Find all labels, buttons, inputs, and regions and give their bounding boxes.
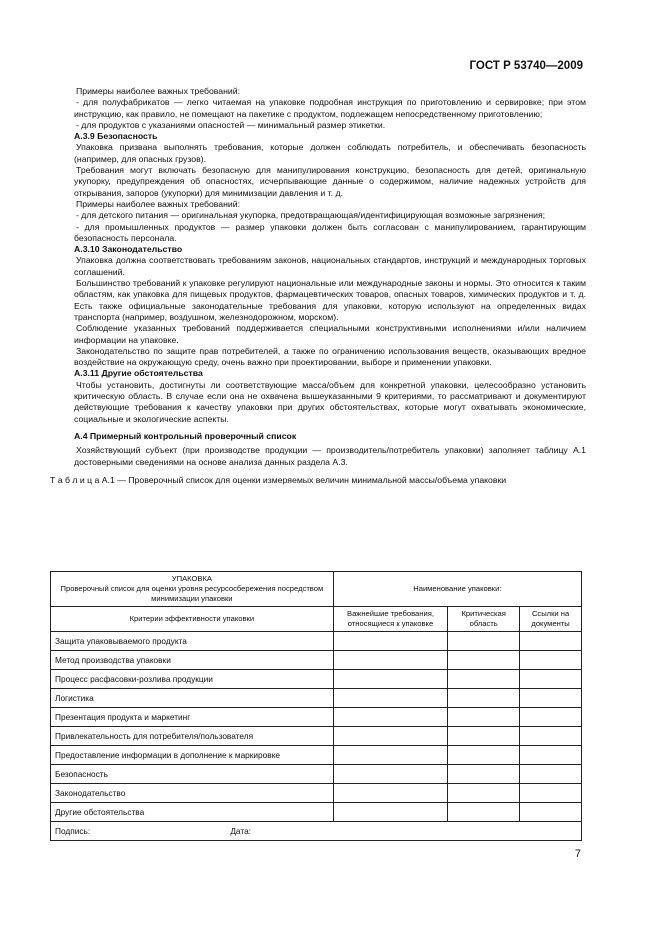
- criterion-label: Привлекательность для потребителя/пользователя: [51, 727, 334, 746]
- table-row: [51, 727, 582, 746]
- document-id: ГОСТ Р 53740—2009: [469, 60, 583, 72]
- column-header: Важнейшие требования, относящиеся к упаковке: [333, 607, 448, 632]
- table-row: [51, 651, 582, 670]
- column-header: Критическая область: [448, 607, 520, 632]
- table-row: [51, 708, 582, 727]
- package-name-cell: Наименование упаковки:: [333, 572, 581, 607]
- section-heading: А.3.10 Законодательство: [74, 244, 183, 255]
- paragraph: - для промышленных продуктов — размер упаковки должен быть согласован с манипулированием, гарантирующим безопасность персонала.: [74, 221, 586, 243]
- paragraph: Упаковка призвана выполнять требования, которые должен соблюдать потребитель, и обеспечивать безопасность (например, для опасных грузов).: [74, 142, 586, 164]
- paragraph: - для полуфабрикатов — легко читаемая на упаковке подробная инструкция по приготовлению и сервировке; при этом инструкцию, как правило, не помещают на пакетике с продуктом, подлежащем непосредственному приготовлению;: [74, 97, 586, 119]
- table-row: [51, 689, 582, 708]
- table-row: [51, 670, 582, 689]
- paragraph: Примеры наиболее важных требований:: [76, 86, 241, 96]
- table-title-cell: УПАКОВКА Проверочный список для оценки уровня ресурсосбережения посредством минимизации упаковки: [51, 572, 334, 607]
- page-number: 7: [574, 848, 581, 860]
- section-heading: А.3.11 Другие обстоятельства: [74, 368, 203, 379]
- paragraph: Требования могут включать безопасную для манипулирования конструкцию, безопасность для детей, оригинальную укупорку, предупреждения об опасностях, исчерпывающие данные о содержимом, наличие надежных устройств для открывания, запоров (укупорки) для минимизации давления и т. д.: [74, 165, 586, 198]
- paragraph: - для детского питания — оригинальная укупорка, предотвращающая/идентифицирующая возможные загрязнения;: [76, 210, 546, 221]
- paragraph: Большинство требований к упаковке регулируют национальные или международные законы и нормы. Это относится к таким областям, как упаковка для пищевых продуктов, фармацевтических товаров, опасных товаров, химических продуктов и т. д. Есть также официальные законодательные требования для упаковки, которую используют на определенных видах транспорта (например, воздушном, железнодорожном, морском).: [74, 278, 586, 322]
- paragraph: Примеры наиболее важных требований:: [76, 198, 241, 209]
- paragraph: Чтобы установить, достигнуты ли соответствующие масса/объем для конкретной упаковки, целесообразно установить критическую область. В случае если она не охвачена вышеуказанными 9 критериями, то рассматривают и документируют действующие требования к качеству упаковки при других обстоятельствах, которые могут охватывать экономические, социальные и экологические аспекты.: [74, 379, 586, 424]
- section-heading: А.3.9 Безопасность: [74, 131, 158, 142]
- criterion-label: Другие обстоятельства: [51, 803, 334, 822]
- table-caption: Т а б л и ц а А.1 — Проверочный список для оценки измеряемых величин минимальной массы/объема упаковки: [50, 474, 507, 485]
- criterion-label: Процесс расфасовки-розлива продукции: [51, 670, 334, 689]
- criterion-label: Законодательство: [51, 784, 334, 803]
- column-header: Ссылки на документы: [520, 607, 582, 632]
- paragraph: Упаковка должна соответствовать требованиям законов, национальных стандартов, инструкций и международных торговых соглашений.: [74, 255, 586, 277]
- table-row: [51, 784, 582, 803]
- criterion-label: Предоставление информации в дополнение к маркировке: [51, 746, 334, 765]
- criteria-header: Критерии эффективности упаковки: [51, 607, 334, 632]
- paragraph: - для продуктов с указаниями опасностей — минимальный размер этикетки.: [76, 119, 386, 130]
- criterion-label: Презентация продукта и маркетинг: [51, 708, 334, 727]
- table-row: [51, 765, 582, 784]
- paragraph: Законодательство по защите прав потребителей, а также по ограничению использования веществ, оказывающих вредное воздействие на окружающую среду, очень важно при проектировании, выборе и применении упаковки.: [74, 345, 586, 368]
- criterion-label: Метод производства упаковки: [51, 651, 334, 670]
- signature-label: Подпись:: [55, 826, 91, 836]
- table-row: [51, 632, 582, 651]
- criterion-label: Защита упаковываемого продукта: [51, 632, 334, 651]
- paragraph: Хозяйствующий субъект (при производстве продукции — производитель/потребитель упаковки) заполняет таблицу А.1 достоверными сведениями на основе анализа данных раздела А.3.: [74, 445, 586, 467]
- criterion-label: Безопасность: [51, 765, 334, 784]
- criterion-label: Логистика: [51, 689, 334, 708]
- body-text: [50, 86, 586, 486]
- paragraph: Соблюдение указанных требований поддерживается специальными конструктивными исполнениями и/или наличием информации на упаковке.: [74, 323, 586, 345]
- section-heading: А.4 Примерный контрольный проверочный список: [74, 430, 297, 441]
- table-row: [51, 803, 582, 822]
- table-row: [51, 746, 582, 765]
- checklist-table: [50, 571, 582, 841]
- signature-row: [51, 822, 582, 841]
- date-label: Дата:: [230, 826, 251, 836]
